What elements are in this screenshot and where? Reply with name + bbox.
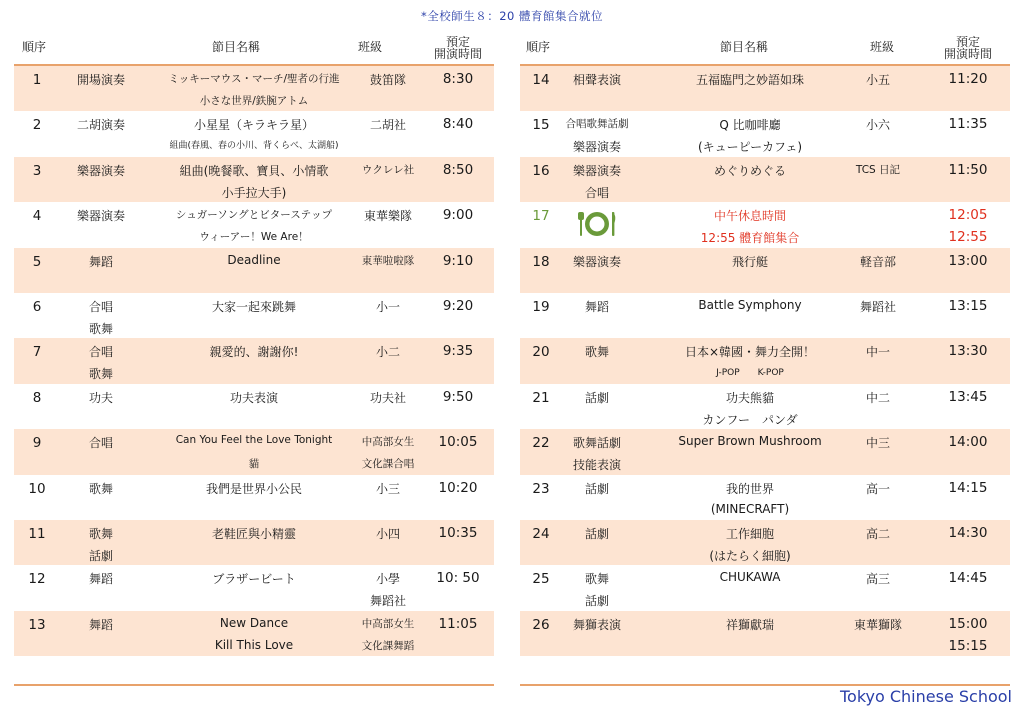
schedule-rows-left: [14, 66, 494, 656]
row-time: 15:15: [948, 637, 988, 654]
schedule-row: [520, 66, 1010, 111]
row-time: 13:15: [948, 297, 988, 314]
row-class: 小二: [375, 345, 401, 360]
row-title: 組曲(晚餐歌、寶貝、小情歌: [179, 163, 329, 178]
row-class: 軽音部: [859, 254, 897, 269]
row-time: 8:30: [442, 71, 474, 87]
row-class: 中三: [865, 436, 891, 451]
row-time: 10: 50: [436, 570, 480, 587]
row-title: 日本×韓國・舞力全開！: [684, 345, 816, 360]
row-title: J-POP K-POP: [716, 368, 784, 379]
row-number: 25: [532, 571, 550, 588]
row-time: 13:00: [948, 252, 988, 269]
schedule-left: [14, 30, 494, 656]
row-title: めぐりめぐる: [713, 163, 787, 178]
row-title: 小さな世界/鉄腕アトム: [199, 95, 309, 107]
row-category: 合唱: [584, 185, 610, 200]
row-title: CHUKAWA: [719, 570, 781, 585]
schedule-row: [14, 565, 494, 610]
row-title: (はたらく細胞): [709, 548, 791, 563]
row-category: 舞蹈: [88, 572, 114, 587]
row-time: 11:50: [948, 161, 988, 178]
schedule-row: [14, 338, 494, 383]
row-time: 11:20: [948, 71, 988, 87]
schedule-row: [520, 293, 1010, 338]
schedule-row: [520, 248, 1010, 293]
schedule-row: [14, 66, 494, 111]
row-title: 貓: [248, 458, 260, 471]
row-class: 東華啦啦隊: [361, 254, 415, 267]
row-category: 歌舞: [584, 345, 610, 360]
schedule-row: [520, 520, 1010, 565]
row-title: Deadline: [227, 252, 281, 267]
row-category: 相聲表演: [572, 73, 622, 87]
row-number: 9: [32, 435, 42, 452]
schedule-row: [14, 248, 494, 293]
row-time: 13:45: [948, 388, 988, 405]
row-class: 中二: [865, 390, 891, 405]
row-class: 東華樂隊: [363, 209, 413, 224]
row-category: 歌舞: [584, 572, 610, 587]
row-number: 2: [32, 117, 42, 134]
row-title: ミッキーマウス・マーチ/聖者の行進: [168, 73, 340, 85]
row-category: 合唱: [88, 436, 114, 451]
row-category: 話劇: [88, 548, 114, 563]
header-time: [432, 37, 484, 61]
row-category: 話劇: [584, 390, 610, 405]
row-class: 二胡社: [369, 118, 407, 133]
row-class: 中一: [865, 345, 891, 360]
row-title: Can You Feel the Love Tonight: [175, 434, 333, 447]
header-program: 節目名稱: [212, 40, 261, 54]
row-category: 歌舞話劇: [572, 436, 622, 451]
row-title: 中午休息時間: [713, 209, 787, 224]
row-time: 11:35: [948, 116, 988, 133]
row-title: シュガーソングとビターステップ: [175, 209, 333, 222]
header-time-line1: 預定: [445, 35, 470, 49]
row-category: 合唱歌舞話劇: [565, 118, 629, 131]
row-class: 小一: [375, 299, 401, 314]
row-number: 8: [32, 389, 42, 406]
header-class: 班級: [870, 40, 895, 54]
schedule-row: [14, 293, 494, 338]
row-category: 合唱: [88, 299, 114, 314]
row-number: 7: [32, 344, 42, 361]
row-class: 高一: [865, 481, 891, 496]
row-time: 8:40: [442, 116, 474, 133]
header-program: 節目名稱: [720, 40, 769, 54]
row-title: 12:55 體育館集合: [700, 231, 800, 246]
row-time: 15:00: [948, 615, 988, 632]
schedule-row: [14, 475, 494, 520]
row-category: 合唱: [88, 345, 114, 360]
header-order: 順序: [22, 40, 47, 54]
row-class: 文化課合唱: [361, 458, 415, 471]
row-title: Kill This Love: [214, 637, 294, 652]
row-title: 功夫熊貓: [725, 390, 775, 405]
row-category: 歌舞: [88, 526, 114, 541]
row-class: 小四: [375, 526, 401, 541]
row-title: 功夫表演: [229, 390, 279, 405]
schedule-row: [520, 338, 1010, 383]
row-time: 10:35: [438, 524, 478, 541]
row-category: 樂器演奏: [76, 163, 126, 178]
row-category: 歌舞: [88, 321, 114, 336]
row-category: 樂器演奏: [572, 140, 622, 155]
row-number: 3: [32, 162, 42, 179]
row-time: 9:20: [442, 297, 474, 314]
table-header: [14, 30, 494, 66]
row-class: 高二: [865, 526, 891, 541]
row-number: 24: [532, 525, 550, 542]
header-time-line2: 開演時間: [433, 47, 482, 61]
row-category: 樂器演奏: [572, 163, 622, 178]
row-title: 大家一起來跳舞: [211, 299, 297, 314]
row-title: 組曲(春風、春の小川、背くらべ、太湖船): [169, 141, 339, 152]
schedule-row: [520, 157, 1010, 202]
row-number: 16: [532, 162, 550, 179]
row-time: 13:30: [948, 343, 988, 360]
schedule-row: [520, 111, 1010, 156]
row-class: ウクレレ社: [361, 163, 415, 176]
row-category: 話劇: [584, 481, 610, 496]
row-title: 小星星（キラキラ星）: [193, 118, 315, 133]
row-title: 飛行艇: [731, 254, 769, 269]
schedule-row: [14, 429, 494, 474]
row-title: Super Brown Mushroom: [678, 434, 822, 449]
header-time: [938, 37, 998, 61]
row-number: 26: [532, 616, 550, 633]
row-category: 開場演奏: [76, 73, 126, 87]
row-title: 小手拉大手): [221, 185, 287, 200]
row-time: 9:00: [442, 207, 474, 224]
schedule-row: [520, 565, 1010, 610]
bottom-rule-right: [520, 684, 1010, 686]
row-title: Q 比咖啡廳: [719, 118, 781, 133]
schedule-row: [520, 384, 1010, 429]
row-number: 15: [532, 117, 550, 134]
row-class: 小五: [865, 73, 891, 87]
row-time: 10:05: [438, 434, 478, 451]
schedule-row: [520, 429, 1010, 474]
row-category: 舞蹈: [88, 254, 114, 269]
row-class: 小六: [865, 118, 891, 133]
row-category: 樂器演奏: [572, 254, 622, 269]
row-time: 9:50: [442, 388, 474, 405]
row-title: 祥獅獻瑞: [725, 617, 775, 632]
row-class: 功夫社: [369, 390, 407, 405]
schedule-row: [14, 520, 494, 565]
row-class: 中高部女生: [361, 436, 415, 449]
header-order: 順序: [526, 40, 551, 54]
schedule-rows-right: [520, 66, 1010, 656]
schedule-row: [14, 611, 494, 656]
row-number: 4: [32, 208, 42, 225]
row-time: 14:45: [948, 570, 988, 587]
row-category: 舞蹈: [88, 617, 114, 632]
schedule-row: [14, 384, 494, 429]
row-title: 工作細胞: [725, 526, 775, 541]
row-category: 二胡演奏: [76, 118, 126, 133]
row-time: 8:50: [442, 161, 474, 178]
row-title: Battle Symphony: [698, 297, 802, 312]
schedule-row: [14, 202, 494, 247]
row-title: 我們是世界小公民: [205, 481, 303, 496]
row-time: 12:05: [948, 207, 988, 224]
row-title: ブラザービート: [212, 572, 296, 587]
row-class: 中高部女生: [361, 617, 415, 630]
row-class: 東華獅隊: [853, 617, 903, 632]
row-class: 高三: [865, 572, 891, 587]
row-number: 17: [532, 208, 550, 225]
header-time-line2: 開演時間: [943, 47, 992, 61]
row-class: 舞蹈社: [859, 299, 897, 314]
row-class: 鼓笛隊: [369, 73, 407, 87]
row-number: 6: [32, 298, 42, 315]
schedule-right: [520, 30, 1010, 656]
row-title: 親愛的、謝謝你!: [209, 345, 299, 360]
row-number: 23: [532, 480, 550, 497]
row-category: 話劇: [584, 526, 610, 541]
row-time: 12:55: [948, 229, 988, 246]
row-title: (キューピーカフェ): [697, 140, 803, 155]
row-title: ウィーアー！We Are！: [199, 231, 309, 244]
row-title: 五福臨門之妙語如珠: [695, 73, 805, 87]
row-number: 13: [28, 616, 46, 633]
row-category: 技能表演: [572, 458, 622, 473]
row-time: 9:10: [442, 252, 474, 269]
row-class: 小三: [375, 481, 401, 496]
schedule-row: [520, 475, 1010, 520]
row-category: 樂器演奏: [76, 209, 126, 224]
row-class: 文化課舞蹈: [361, 639, 415, 652]
row-category: 話劇: [584, 594, 610, 609]
row-number: 19: [532, 298, 550, 315]
bottom-rule-left: [14, 684, 494, 686]
row-number: 20: [532, 344, 550, 361]
plate-fork-knife-icon: [575, 209, 619, 239]
row-title: New Dance: [219, 615, 289, 630]
schedule-row: [520, 611, 1010, 656]
schedule-row: [14, 157, 494, 202]
assembly-notice: *全校師生８：20 體育館集合就位: [420, 9, 604, 23]
row-number: 10: [28, 480, 46, 497]
row-number: 18: [532, 253, 550, 270]
row-time: 10:20: [438, 479, 478, 496]
row-number: 21: [532, 389, 550, 406]
row-title: (MINECRAFT): [710, 501, 790, 516]
table-header: [520, 30, 1010, 66]
header-time-line1: 預定: [955, 35, 980, 49]
row-class: 舞蹈社: [369, 594, 407, 609]
row-title: 我的世界: [725, 481, 775, 496]
row-number: 14: [532, 72, 550, 88]
row-category: 功夫: [88, 390, 114, 405]
row-class: TCS 日記: [855, 163, 901, 176]
row-category: 歌舞: [88, 481, 114, 496]
row-number: 11: [28, 525, 46, 542]
row-time: 14:15: [948, 479, 988, 496]
row-title: 老鞋匠與小精靈: [211, 526, 297, 541]
row-time: 9:35: [442, 343, 474, 360]
row-number: 5: [32, 253, 42, 270]
row-time: 14:00: [948, 434, 988, 451]
schedule-row: [14, 111, 494, 156]
row-category: 舞獅表演: [572, 617, 622, 632]
row-category: 舞蹈: [584, 299, 610, 314]
row-title: カンフー パンダ: [702, 412, 798, 427]
row-time: 14:30: [948, 524, 988, 541]
schedule-row: [520, 202, 1010, 247]
row-number: 1: [32, 72, 42, 88]
row-number: 22: [532, 435, 550, 452]
school-name: Tokyo Chinese School: [839, 687, 1012, 706]
row-number: 12: [28, 571, 46, 588]
header-class: 班級: [358, 40, 383, 54]
row-category: 歌舞: [88, 367, 114, 382]
row-time: 11:05: [438, 615, 478, 632]
row-class: 小學: [375, 572, 401, 587]
